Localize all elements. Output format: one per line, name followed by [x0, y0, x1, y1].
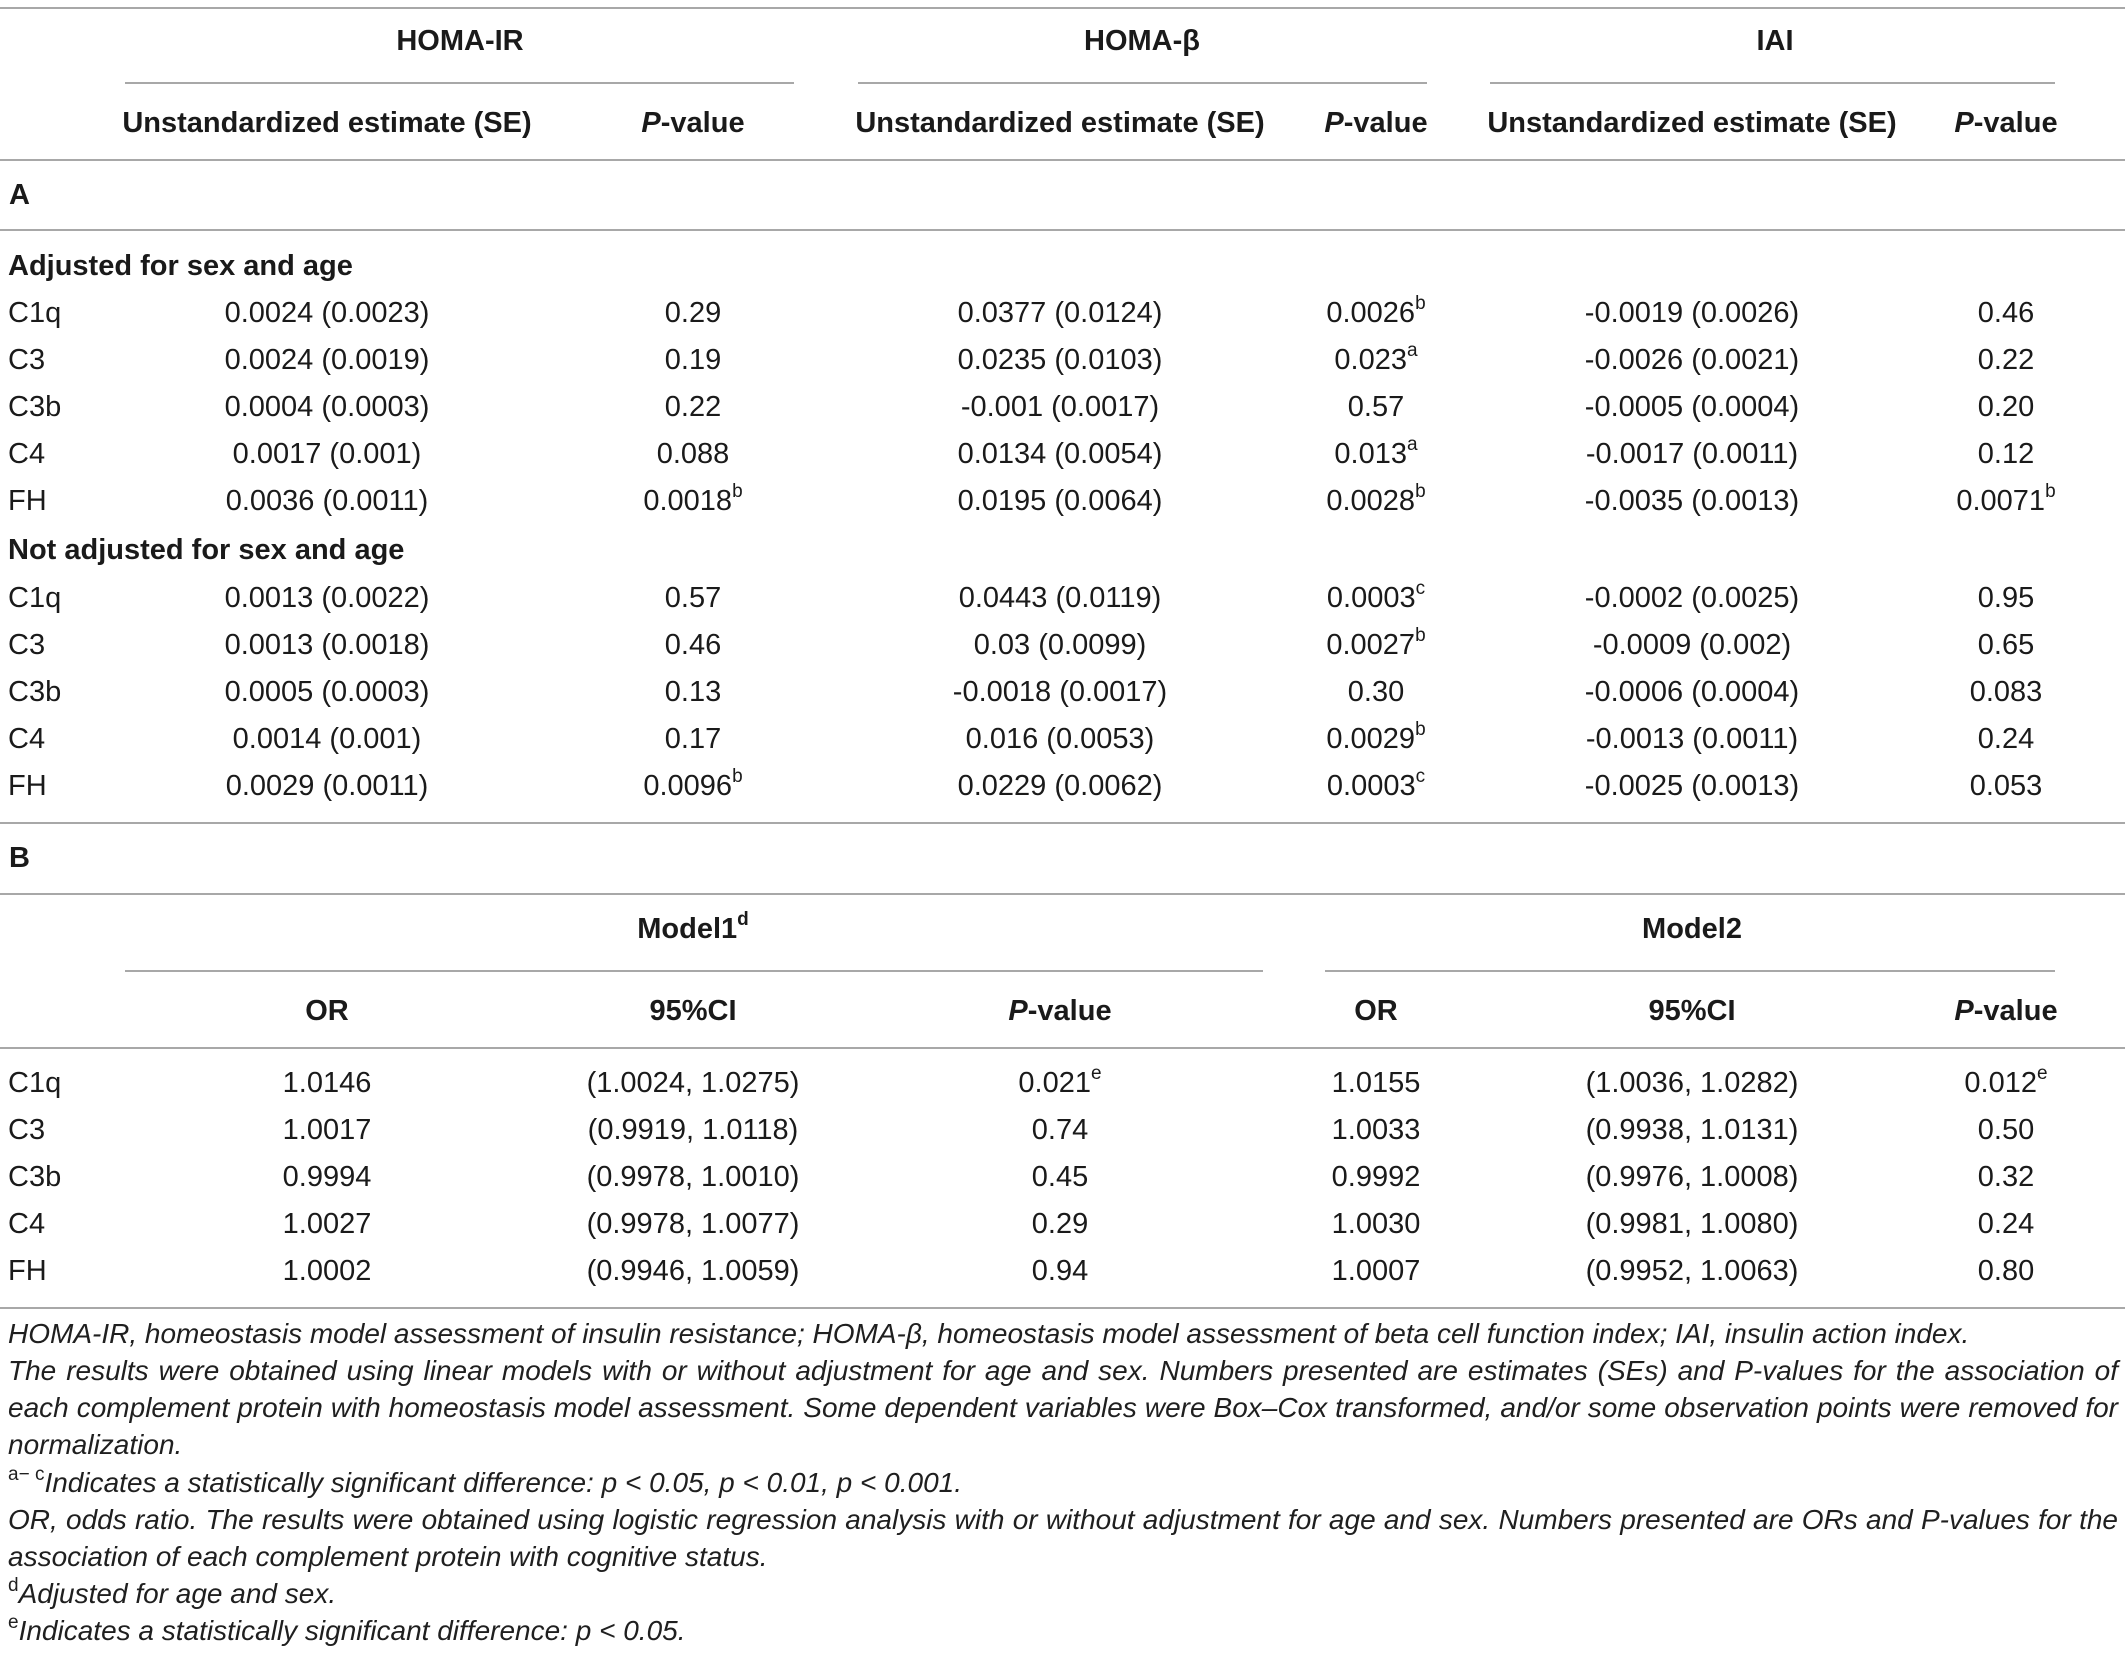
- cell-iai-estimate: -0.0013 (0.0011): [1585, 723, 1799, 755]
- group-header-model1: Model1$^d$: [637, 909, 749, 945]
- cell-m1-or: 1.0027: [282, 1208, 372, 1240]
- cell-ir-estimate: 0.0013 (0.0018): [224, 629, 430, 661]
- group-header-homa-beta: HOMA-β: [1084, 25, 1200, 57]
- cell-m1-pvalue: 0.45: [1031, 1161, 1089, 1193]
- cell-iai-pvalue: 0.46: [1977, 297, 2035, 329]
- cell-m2-ci: (0.9976, 1.0008): [1585, 1161, 1799, 1193]
- cell-m2-or: 1.0007: [1331, 1255, 1421, 1287]
- cell-iai-estimate: -0.0019 (0.0026): [1584, 297, 1800, 329]
- cell-ir-pvalue: 0.0096$^b$: [643, 766, 743, 802]
- cell-beta-estimate: -0.0018 (0.0017): [952, 676, 1168, 708]
- cell-m1-or: 1.0002: [282, 1255, 372, 1287]
- cell-iai-estimate: -0.0005 (0.0004): [1584, 391, 1800, 423]
- cell-m2-ci: (0.9981, 1.0080): [1585, 1208, 1799, 1240]
- cell-ir-pvalue: 0.13: [664, 676, 722, 708]
- row-label: FH: [8, 770, 47, 802]
- cell-beta-estimate: 0.0229 (0.0062): [957, 770, 1163, 802]
- cell-iai-pvalue: 0.65: [1977, 629, 2035, 661]
- cell-beta-estimate: 0.0235 (0.0103): [957, 344, 1163, 376]
- cell-beta-pvalue: 0.57: [1347, 391, 1405, 423]
- cell-ir-estimate: 0.0014 (0.001): [232, 723, 422, 755]
- cell-m1-ci: (0.9946, 1.0059): [586, 1255, 800, 1287]
- cell-m1-ci: (0.9919, 1.0118): [587, 1114, 799, 1146]
- header-bottom-rule: [0, 159, 2125, 161]
- cell-iai-pvalue: 0.053: [1969, 770, 2043, 802]
- cell-m2-or: 1.0030: [1331, 1208, 1421, 1240]
- cell-m2-or: 1.0033: [1331, 1114, 1421, 1146]
- col-header-iai-pvalue: P-value: [1954, 107, 2058, 139]
- row-label: C3: [8, 629, 46, 661]
- cell-iai-pvalue: 0.083: [1969, 676, 2043, 708]
- cell-m1-ci: (0.9978, 1.0010): [586, 1161, 800, 1193]
- footnote-methods-b: OR, odds ratio. The results were obtained using logistic regression analysis with or without adjustment for age and sex. Numbers presented are ORs and P-values for the association of each complement protein with cognitive status.: [8, 1504, 2118, 1572]
- cell-m2-or: 1.0155: [1331, 1067, 1421, 1099]
- cell-beta-estimate: 0.016 (0.0053): [965, 723, 1155, 755]
- section-label-b: B: [9, 842, 30, 874]
- cell-iai-pvalue: 0.12: [1977, 438, 2035, 470]
- cell-beta-estimate: 0.0195 (0.0064): [957, 485, 1163, 517]
- row-label: C1q: [8, 297, 62, 329]
- row-label: C4: [8, 1208, 46, 1240]
- cell-ir-pvalue: 0.57: [664, 582, 722, 614]
- cell-beta-pvalue: 0.0028$^b$: [1326, 481, 1426, 517]
- cell-m2-pvalue: 0.012e: [1964, 1063, 2048, 1099]
- group-rule-homa-ir: [125, 82, 794, 84]
- row-label: C3: [8, 1114, 46, 1146]
- cell-m2-pvalue: 0.24: [1977, 1208, 2035, 1240]
- group-header-homa-ir: HOMA-IR: [396, 25, 524, 57]
- cell-beta-estimate: 0.0377 (0.0124): [957, 297, 1163, 329]
- cell-m2-or: 0.9992: [1331, 1161, 1421, 1193]
- cell-ir-pvalue: 0.088: [656, 438, 730, 470]
- cell-m2-ci: (0.9952, 1.0063): [1585, 1255, 1799, 1287]
- section-a-rule: [0, 229, 2125, 231]
- cell-iai-pvalue: 0.24: [1977, 723, 2035, 755]
- col-header-m2-pvalue: P-value: [1954, 995, 2058, 1027]
- col-header-ir-estimate: Unstandardized estimate (SE): [122, 107, 532, 139]
- cell-ir-pvalue: 0.46: [664, 629, 722, 661]
- row-label: C4: [8, 723, 46, 755]
- cell-beta-estimate: 0.0134 (0.0054): [957, 438, 1163, 470]
- cell-iai-estimate: -0.0006 (0.0004): [1584, 676, 1800, 708]
- section-label-a: A: [9, 179, 30, 211]
- cell-iai-estimate: -0.0035 (0.0013): [1584, 485, 1800, 517]
- cell-beta-estimate: -0.001 (0.0017): [960, 391, 1160, 423]
- cell-m2-pvalue: 0.50: [1977, 1114, 2035, 1146]
- cell-iai-estimate: -0.0026 (0.0021): [1584, 344, 1800, 376]
- col-header-ir-pvalue: P-value: [641, 107, 745, 139]
- footnote-methods-a: The results were obtained using linear models with or without adjustment for age and sex. Numbers presented are estimates (SEs) and P-values for the association of each complement protein with homeostasis model assessment. Some dependent variables were Box–Cox transformed, and/or some observation points were removed for normalization.: [8, 1355, 2118, 1460]
- cell-ir-pvalue: 0.22: [664, 391, 722, 423]
- subheading-unadjusted: Not adjusted for sex and age: [8, 534, 405, 566]
- cell-ir-pvalue: 0.29: [664, 297, 722, 329]
- cell-ir-pvalue: 0.0018$^b$: [643, 481, 743, 517]
- row-label: C1q: [8, 1067, 62, 1099]
- group-rule-model2: [1325, 970, 2055, 972]
- cell-ir-estimate: 0.0029 (0.0011): [225, 770, 429, 802]
- cell-beta-pvalue: 0.0027$^b$: [1326, 625, 1426, 661]
- col-header-m1-or: OR: [305, 995, 349, 1027]
- row-label: C3b: [8, 1161, 62, 1193]
- cell-iai-estimate: -0.0017 (0.0011): [1585, 438, 1799, 470]
- section-b-rule: [0, 893, 2125, 895]
- cell-iai-pvalue: 0.22: [1977, 344, 2035, 376]
- group-rule-iai: [1490, 82, 2055, 84]
- group-header-model2: Model2: [1642, 913, 1742, 945]
- col-header-m1-pvalue: P-value: [1008, 995, 1112, 1027]
- col-header-m1-ci: 95%CI: [649, 995, 737, 1027]
- cell-ir-estimate: 0.0024 (0.0019): [224, 344, 430, 376]
- cell-beta-pvalue: 0.0003$^c$: [1326, 766, 1426, 802]
- footnote-abbreviations: HOMA-IR, homeostasis model assessment of insulin resistance; HOMA-β, homeostasis model assessment of beta cell function index; IAI, insulin action index.: [8, 1318, 1970, 1349]
- cell-m1-ci: (1.0024, 1.0275): [586, 1067, 800, 1099]
- cell-m1-ci: (0.9978, 1.0077): [586, 1208, 800, 1240]
- table-bottom-rule: [0, 1307, 2125, 1309]
- cell-iai-estimate: -0.0025 (0.0013): [1584, 770, 1800, 802]
- col-header-beta-estimate: Unstandardized estimate (SE): [855, 107, 1265, 139]
- cell-ir-estimate: 0.0017 (0.001): [232, 438, 422, 470]
- row-label: C1q: [8, 582, 62, 614]
- cell-ir-estimate: 0.0036 (0.0011): [225, 485, 429, 517]
- cell-beta-pvalue: 0.0026$^b$: [1326, 293, 1426, 329]
- footnote-e: $^e$Indicates a statistically significant difference: p < 0.05.: [8, 1611, 686, 1646]
- cell-m1-pvalue: 0.94: [1031, 1255, 1089, 1287]
- col-header-m2-ci: 95%CI: [1648, 995, 1736, 1027]
- cell-m1-pvalue: 0.021e: [1018, 1063, 1102, 1099]
- panel-a-bottom-rule: [0, 822, 2125, 824]
- cell-iai-estimate: -0.0002 (0.0025): [1584, 582, 1800, 614]
- footnote-significance-ac: $^{a- c}$Indicates a statistically significant difference: p < 0.05, p < 0.01, p < 0.001.: [8, 1463, 963, 1498]
- cell-m1-or: 0.9994: [282, 1161, 372, 1193]
- cell-m1-pvalue: 0.29: [1031, 1208, 1089, 1240]
- subheading-adjusted: Adjusted for sex and age: [8, 250, 353, 282]
- cell-beta-estimate: 0.03 (0.0099): [973, 629, 1147, 661]
- cell-beta-pvalue: 0.0003$^c$: [1326, 578, 1426, 614]
- cell-beta-estimate: 0.0443 (0.0119): [958, 582, 1162, 614]
- row-label: C3b: [8, 391, 62, 423]
- cell-ir-estimate: 0.0005 (0.0003): [224, 676, 430, 708]
- row-label: FH: [8, 485, 47, 517]
- top-rule: [0, 7, 2125, 9]
- cell-ir-estimate: 0.0004 (0.0003): [224, 391, 430, 423]
- cell-beta-pvalue: 0.023$^a$: [1334, 340, 1418, 376]
- cell-m2-ci: (1.0036, 1.0282): [1585, 1067, 1799, 1099]
- cell-iai-pvalue: 0.95: [1977, 582, 2035, 614]
- cell-m1-or: 1.0017: [282, 1114, 372, 1146]
- cell-iai-estimate: -0.0009 (0.002): [1592, 629, 1792, 661]
- group-header-iai: IAI: [1756, 25, 1794, 57]
- cell-m1-pvalue: 0.74: [1031, 1114, 1089, 1146]
- cell-beta-pvalue: 0.30: [1347, 676, 1405, 708]
- col-header-beta-pvalue: P-value: [1324, 107, 1428, 139]
- cell-iai-pvalue: 0.20: [1977, 391, 2035, 423]
- panel-b-header-rule: [0, 1047, 2125, 1049]
- col-header-iai-estimate: Unstandardized estimate (SE): [1487, 107, 1897, 139]
- row-label: FH: [8, 1255, 47, 1287]
- row-label: C4: [8, 438, 46, 470]
- footnote-d: $^d$Adjusted for age and sex.: [8, 1574, 337, 1609]
- cell-ir-pvalue: 0.17: [664, 723, 722, 755]
- cell-m2-pvalue: 0.32: [1977, 1161, 2035, 1193]
- cell-m1-or: 1.0146: [282, 1067, 372, 1099]
- col-header-m2-or: OR: [1354, 995, 1398, 1027]
- cell-ir-estimate: 0.0024 (0.0023): [224, 297, 430, 329]
- cell-m2-pvalue: 0.80: [1977, 1255, 2035, 1287]
- row-label: C3b: [8, 676, 62, 708]
- cell-ir-estimate: 0.0013 (0.0022): [224, 582, 430, 614]
- group-rule-homa-beta: [858, 82, 1427, 84]
- cell-m2-ci: (0.9938, 1.0131): [1585, 1114, 1799, 1146]
- row-label: C3: [8, 344, 46, 376]
- cell-beta-pvalue: 0.013$^a$: [1334, 434, 1418, 470]
- cell-iai-pvalue: 0.0071$^b$: [1956, 481, 2056, 517]
- group-rule-model1: [125, 970, 1263, 972]
- cell-ir-pvalue: 0.19: [664, 344, 722, 376]
- cell-beta-pvalue: 0.0029$^b$: [1326, 719, 1426, 755]
